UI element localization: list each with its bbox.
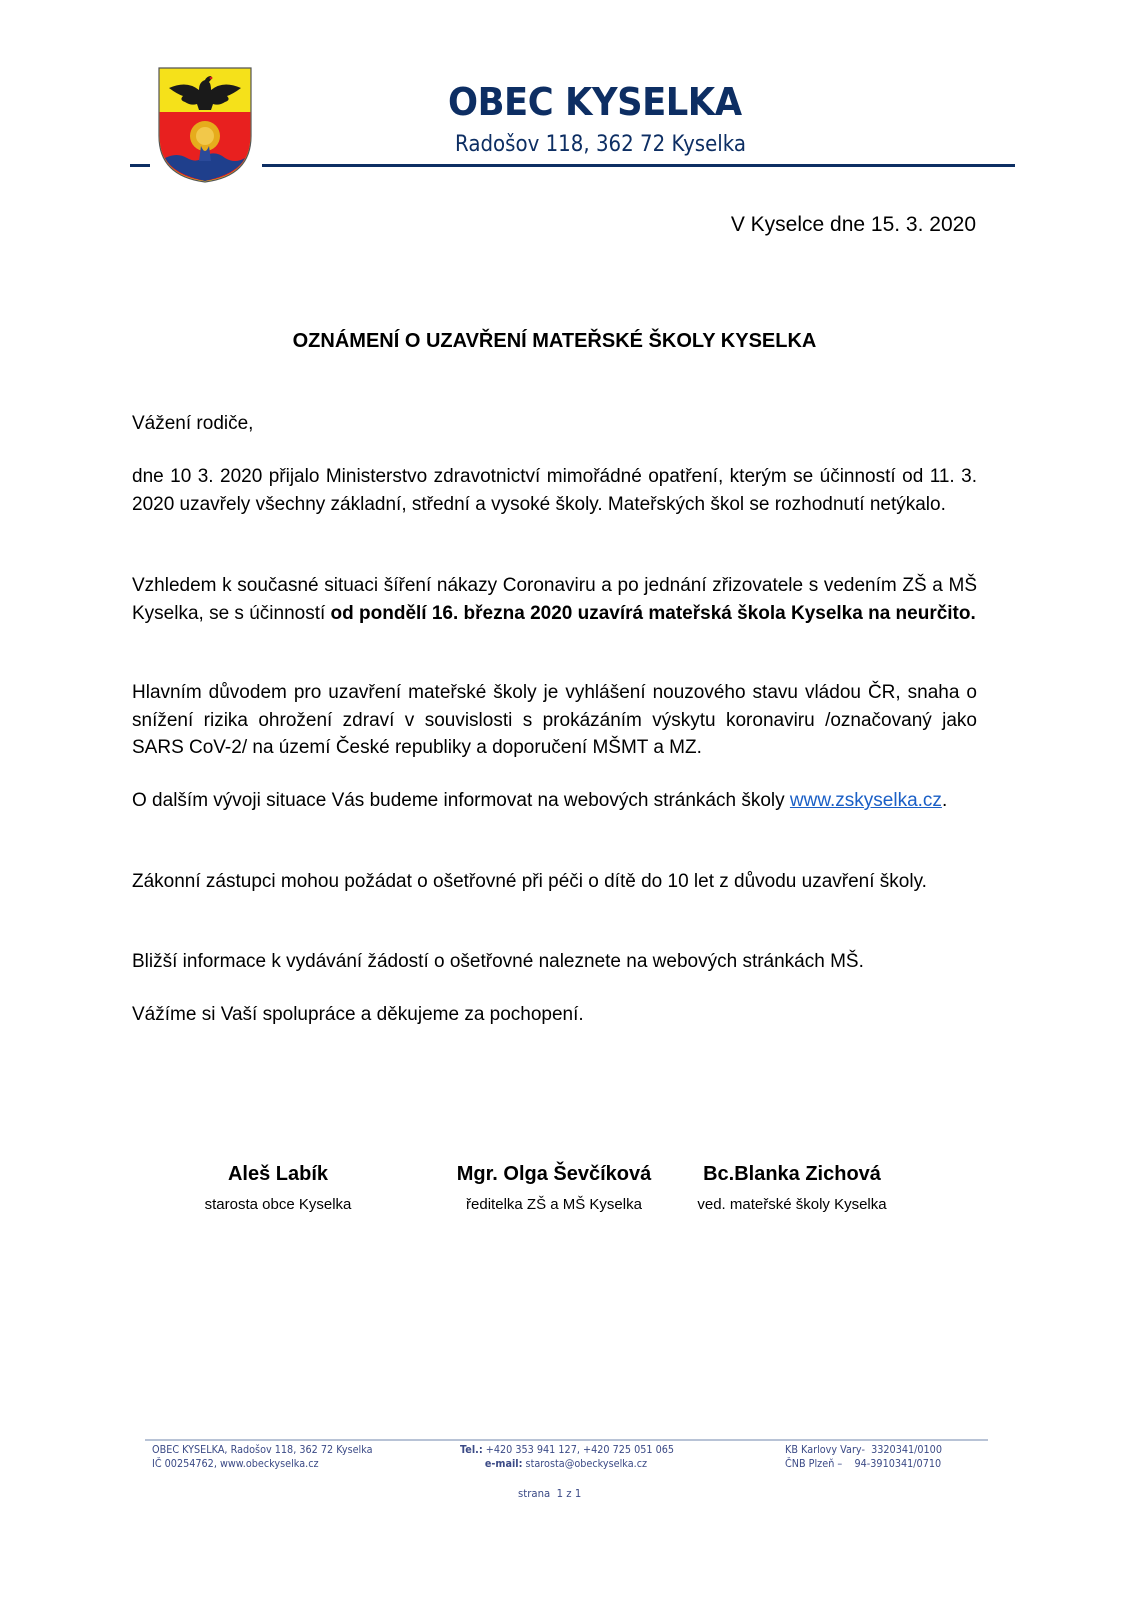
paragraph-2-bold-text: od pondělí 16. března 2020 uzavírá mateřská škola Kyselka na neurčito. bbox=[330, 602, 976, 624]
greeting: Vážení rodiče, bbox=[132, 413, 254, 434]
paragraph-4-end: . bbox=[941, 790, 948, 811]
email-label: e-mail: bbox=[484, 1458, 523, 1470]
footer-rule bbox=[145, 1439, 988, 1441]
signature-block bbox=[148, 1163, 408, 1213]
signatory-role: ved. mateřské školy Kyselka bbox=[697, 1196, 887, 1213]
signatory-name: Aleš Labík bbox=[227, 1163, 329, 1185]
bank-account-2: ČNB Plzeň – 94-3910341/0710 bbox=[785, 1458, 942, 1470]
signatory-role: ředitelka ZŠ a MŠ Kyselka bbox=[466, 1196, 642, 1213]
paragraph-3: Hlavním důvodem pro uzavření mateřské školy je vyhlášení nouzového stavu vládou ČR, snaha o snížení rizika ohrožení zdraví v souvislosti s prokázáním výskytu koronaviru /označovaný jako SARS CoV-2/ na území České republiky a doporučení MŠMT a MZ. bbox=[132, 682, 977, 758]
paragraph-6: Bližší informace k vydávání žádostí o ošetřovné naleznete na webových stránkách MŠ. bbox=[132, 951, 864, 972]
org-address: Radošov 118, 362 72 Kyselka bbox=[455, 132, 747, 157]
signatory-name: Bc.Blanka Zichová bbox=[703, 1163, 881, 1185]
header-rule-right bbox=[262, 164, 1015, 167]
footer-address-line-1: OBEC KYSELKA, Radošov 118, 362 72 Kyselka bbox=[152, 1444, 373, 1456]
paragraph-1: dne 10 3. 2020 přijalo Ministerstvo zdravotnictví mimořádné opatření, kterým se účinností od 11. 3. 2020 uzavřely všechny základní, střední a vysoké školy. Mateřských škol se rozhodnutí netýkalo. bbox=[132, 466, 977, 515]
page-number: strana 1 z 1 bbox=[518, 1487, 582, 1500]
paragraph-2-text: Vzhledem k současné situaci šíření nákazy Coronaviru a po jednání zřizovatele s vedením ZŠ a MŠ Kyselka, se s účinností bbox=[132, 575, 977, 624]
paragraph-5: Zákonní zástupci mohou požádat o ošetřovné při péči o dítě do 10 let z důvodu uzavření školy. bbox=[132, 871, 927, 892]
header-rule-left bbox=[130, 164, 150, 167]
tel-label: Tel.: bbox=[460, 1444, 483, 1456]
paragraph-7: Vážíme si Vaší spolupráce a děkujeme za pochopení. bbox=[132, 1004, 584, 1025]
footer-bank bbox=[785, 1443, 942, 1471]
email-value: starosta@obeckyselka.cz bbox=[522, 1458, 648, 1470]
bank-account-1: KB Karlovy Vary- 3320341/0100 bbox=[785, 1444, 942, 1456]
paragraph-2 bbox=[132, 572, 977, 627]
footer-contact bbox=[460, 1443, 674, 1471]
document-title: OZNÁMENÍ O UZAVŘENÍ MATEŘSKÉ ŠKOLY KYSELKA bbox=[292, 330, 817, 352]
signatory-name: Mgr. Olga Ševčíková bbox=[456, 1163, 652, 1185]
coat-of-arms-icon bbox=[157, 66, 253, 184]
paragraph-4 bbox=[132, 787, 977, 815]
footer-address-line-2: IČ 00254762, www.obeckyselka.cz bbox=[152, 1458, 319, 1470]
signatory-role: starosta obce Kyselka bbox=[204, 1196, 352, 1213]
tel-value: +420 353 941 127, +420 725 051 065 bbox=[482, 1444, 675, 1456]
date-line: V Kyselce dne 15. 3. 2020 bbox=[730, 213, 976, 236]
footer-address bbox=[152, 1443, 373, 1471]
paragraph-4-text: O dalším vývoji situace Vás budeme informovat na webových stránkách školy bbox=[132, 790, 790, 811]
signature-block bbox=[424, 1163, 684, 1213]
school-website-link[interactable]: www.zskyselka.cz bbox=[789, 790, 942, 811]
signature-block bbox=[662, 1163, 922, 1213]
org-name: OBEC KYSELKA bbox=[448, 80, 742, 124]
